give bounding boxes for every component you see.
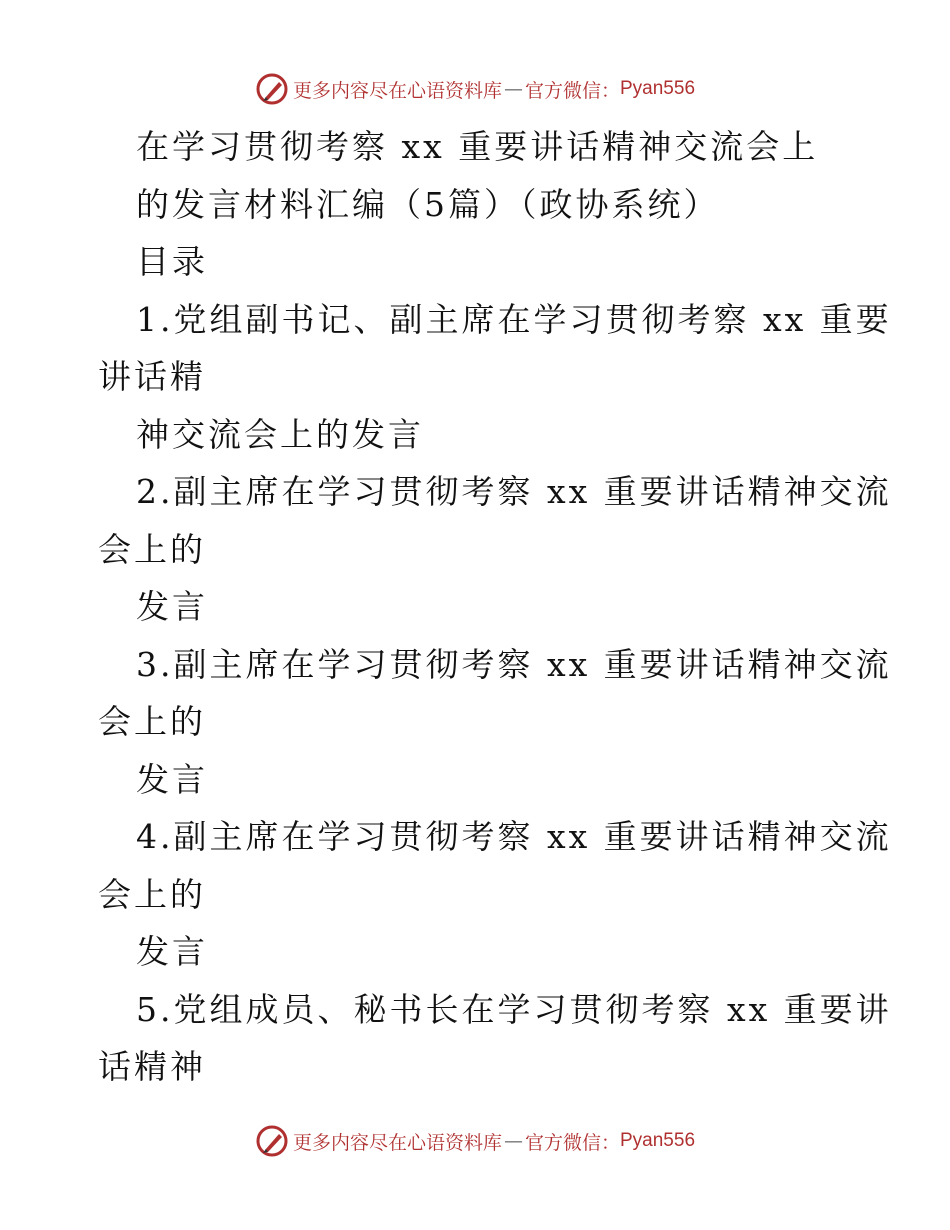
watermark-separator: — <box>503 1130 523 1152</box>
toc-item-5-line2: 话精神 <box>98 1047 206 1086</box>
toc-item-5-line1: 5.党组成员、秘书长在学习贯彻考察 xx 重要讲 <box>136 989 892 1029</box>
watermark-wechat-id: Pyan556 <box>620 1130 696 1151</box>
toc-item-1-line2: 讲话精 <box>98 357 206 396</box>
watermark-text: 更多内容尽在心语资料库 <box>292 79 502 102</box>
toc-item-2-line2: 会上的 <box>98 529 206 569</box>
watermark-wechat-label: 官方微信： <box>524 1131 620 1154</box>
watermark-wechat-id: Pyan556 <box>620 78 696 99</box>
header-watermark <box>0 72 950 106</box>
toc-item-2-line1: 2.副主席在学习贯彻考察 xx 重要讲话精神交流 <box>136 472 892 511</box>
watermark-wechat-label: 官方微信： <box>524 79 620 102</box>
toc-item-3-line1: 3.副主席在学习贯彻考察 xx 重要讲话精神交流 <box>136 644 892 684</box>
doc-title-line1: 在学习贯彻考察 xx 重要讲话精神交流会上 <box>136 127 819 166</box>
watermark-separator: — <box>503 78 523 100</box>
toc-item-4-line2: 会上的 <box>98 874 206 914</box>
pen-logo-icon <box>255 1124 289 1158</box>
toc-heading: 目录 <box>136 242 208 281</box>
toc-item-4-line3: 发言 <box>136 932 208 971</box>
toc-item-2-line3: 发言 <box>136 587 208 626</box>
toc-item-3-line2: 会上的 <box>98 702 206 741</box>
toc-item-1-line1: 1.党组副书记、副主席在学习贯彻考察 xx 重要 <box>136 299 892 339</box>
toc-item-3-line3: 发言 <box>136 759 208 799</box>
doc-title-line2: 的发言材料汇编（5篇）（政协系统） <box>136 184 720 224</box>
toc-item-1-line3: 神交流会上的发言 <box>136 414 424 454</box>
pen-logo-icon <box>255 72 289 106</box>
watermark-text: 更多内容尽在心语资料库 <box>292 1131 502 1154</box>
footer-watermark <box>0 1124 950 1158</box>
toc-item-4-line1: 4.副主席在学习贯彻考察 xx 重要讲话精神交流 <box>136 817 892 856</box>
document-body <box>98 118 892 1096</box>
